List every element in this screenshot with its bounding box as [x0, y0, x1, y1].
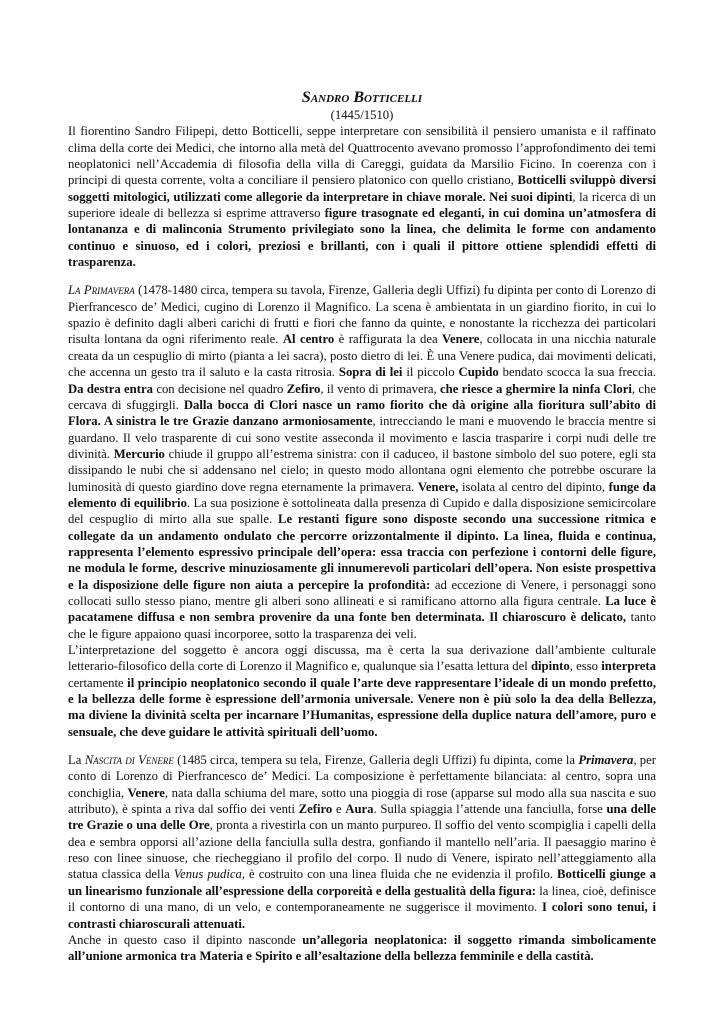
bold-run: che riesce a ghermire la ninfa Clori [440, 381, 632, 396]
document-page [68, 88, 656, 965]
bold-run: un’allegoria neoplatonica: il soggetto rimanda simbolicamente all’unione armonica tra Materia e Spirito e all’esaltazione della bellezza femminile e della castità. [68, 932, 656, 964]
text-run: , esso [569, 659, 602, 674]
bold-run: dipinto [530, 659, 570, 674]
bold-run: funge da elemento di equilibrio [68, 479, 656, 510]
text-run: , il vento di primavera, [320, 381, 440, 396]
bold-run: I colori sono tenui, i contrasti chiaroscurali attenuati. [68, 900, 657, 931]
text-run: , collocata in una nicchia naturale creata da un cespuglio di mirto (pianta a lei sacra), posto dietro di lei. È una Venere pudica, dai movimenti delicati, che accenna un gesto tra il saluto e la casta ritrosia. [68, 332, 657, 380]
bold-run: Al centro [282, 332, 335, 347]
bold-run: Le restanti figure sono disposte secondo una successione ritmica e collegate da un andamento ondulato che percorre orizzontalmente il dipinto. La linea, fluida e continua, rappresenta l’elemento espressivo principale dell’opera: essa traccia con perfezione i contorni delle figure, ne modula le forme, descrive minuziosamente gli innumerevoli particolari dell’opera. Non esiste prospettiva e la disposizione delle figure non aiuta a percepire la profondità: [68, 512, 656, 592]
text-run: , intrecciando le mani e muovendo le braccia mentre si guardano. Il velo trasparente di cui sono vestite asseconda il movimento e lascia trasparire i corpi nudi delle tre divinità. [68, 414, 656, 461]
bold-run: Venere [127, 785, 165, 800]
text-run: (1478-1480 circa, tempera su tavola, Firenze, Galleria degli Uffizi) fu dipinta per conto di Lorenzo di Pierfrancesco de’ Medici, cugino di Lorenzo il Magnifico. La scena è ambientata in un giardino fiorito, in cui lo spazio è definito dagli alberi carichi di frutti e fiori che fanno da quinte, e nonostante la ricchezza dei particolari risulta lontana da ogni riferimento reale. [68, 283, 656, 347]
text-run: chiude il gruppo all’estrema sinistra: con il caduceo, il bastone simbolo del suo potere, egli sta dissipando le nubi che si addensano nel cielo; in questo modo allontana ogni elemento che potrebbe oscurare la luminosità di questo giardino dove regna eternamente la primavera. [68, 446, 656, 494]
bold-run: una delle tre Grazie o una delle Ore [68, 802, 657, 833]
bold-run: Botticelli giunge a un linearismo funzionale all’espressione della corporeità e della gestualità della figura: [68, 867, 656, 898]
text-run: . La sua posizione è sottolineata dalla presenza di Cupido e dalla disposizione semicircolare del cespuglio di mirto alla sue spalle. [68, 495, 656, 527]
bold-run: figure trasognate ed eleganti, in cui domina un’atmosfera di lontananza e di malinconia Strumento privilegiato sono la linea, che delimita le forme con andamento continuo e sinuoso, ed i colori, preziosi e brillanti, con i quali il pittore ottiene splendidi effetti di trasparenza. [68, 206, 656, 270]
paragraph-gap [68, 270, 656, 282]
artist-dates: (1445/1510) [330, 108, 394, 122]
text-run: L’interpretazione del soggetto è ancora oggi discussa, ma è certa la sua derivazione dall’ambiente culturale letterario-filosofico della corte di Lorenzo il Magnifico e, qualunque sia l’esatta lettura del [68, 643, 656, 674]
paragraph-gap [68, 740, 656, 752]
bold-run: Botticelli sviluppò diversi soggetti mitologici, utilizzati come allegorie da interpretare in chiave morale. Nei suoi dipinti [68, 173, 656, 204]
artwork-title: Nascita di Venere [84, 753, 174, 768]
conclusion-paragraph [68, 932, 656, 965]
text-run: bendato scocca la sua freccia. [498, 365, 656, 380]
text-run: il piccolo [402, 365, 459, 380]
text-run: , per conto di Lorenzo di Pierfrancesco de’ Medici. La composizione è perfettamente bilanciata: al centro, sopra una conchiglia, [68, 753, 656, 800]
text-run: , la ricerca di un superiore ideale di bellezza si esprime attraverso [68, 189, 656, 221]
bold-run: Zefiro [286, 381, 321, 396]
artwork-title: La Primavera [68, 283, 135, 298]
text-run: è raffigurata la dea [334, 332, 442, 347]
bold-run: Mercurio [113, 446, 165, 461]
text-run: , che cercava di sfuggirgli. [68, 381, 656, 412]
interpretation-paragraph [68, 642, 656, 740]
bold-run: interpreta [601, 659, 656, 674]
bold-run: Venere, [417, 479, 459, 494]
nascita-paragraph [68, 752, 656, 932]
intro-paragraph [68, 123, 656, 270]
text-run: , pronta a rivestirla con un manto purpureo. Il soffio del vento scompiglia i capelli della dea e sembra opporsi all’azione della fanciulla sulla destra, gonfiando il mantello nell’aria. Il paesaggio marino è reso con linee sinuose, che riecheggiano il profilo del corpo. Il nudo di Venere, ispirato nell’atteggiamento alla statua classica della [68, 818, 656, 882]
text-run: (1485 circa, tempera su tela, Firenze, Galleria degli Uffizi) fu dipinta, come la [173, 753, 579, 768]
bold-run: Cupido [458, 365, 499, 380]
text-run: , è costruito con una linea fluida che ne evidenzia il profilo. [241, 867, 558, 882]
text-run: certamente [68, 675, 128, 690]
bold-run: Zefiro [298, 802, 333, 817]
text-run: con decisione nel quadro [152, 381, 287, 396]
text-run: , nata dalla schiuma del mare, sotto una pioggia di rose (apparse sul modo alla sua nascita e suo attributo), è spinta a riva dal soffio dei venti [68, 785, 656, 817]
italic-run: Venus pudica [173, 867, 242, 882]
bold-run: il principio neoplatonico secondo il quale l’arte deve rappresentare l’ideale di un mondo prefetto, e la bellezza delle forme è espressione dell’armonia universale. Venere non è più solo la dea della Bellezza, ma diviene la divinità scelta per incarnare l’Humanitas, espressione della duplice natura dell’amore, puro e sensuale, che deve guidare le attività spirituali dell’uomo. [68, 675, 657, 739]
bold-run: La luce è pacatamene diffusa e non sembra provenire da una fonte ben determinata. Il chiaroscuro è delicato, [68, 593, 656, 625]
bold-run: Dalla bocca di Clori nasce un ramo fiorito che dà origine alla fioritura sull’abito di Flora. A sinistra le tre Grazie danzano armoniosamente [68, 397, 657, 429]
text-run: la linea, cioè, definisce il contorno di una mano, di un velo, e contemporaneamente ne suggerisce il movimento. [68, 883, 656, 915]
page-title: Sandro Botticelli [301, 89, 423, 106]
text-run: Il fiorentino Sandro Filipepi, detto Botticelli, seppe interpretare con sensibilità il pensiero umanista e il raffinato clima della corte dei Medici, che intorno alla metà del Quattrocento avevano promosso l’approfondimento dei temi neoplatonici nell’Accademia di filosofia della villa di Careggi, guidata da Marsilio Ficino. In coerenza con i principi di questa corrente, volta a conciliare il pensiero platonico con quello cristiano, [68, 124, 656, 188]
text-run: tanto che le figure appaiono quasi incorporee, sotto la trasparenza dei veli. [68, 610, 657, 641]
text-run: isolata al centro del dipinto, [458, 479, 609, 494]
text-run: Anche in questo caso il dipinto nasconde [68, 932, 303, 947]
bold-run: Da destra entra [68, 381, 153, 396]
text-run: . Sulla spiaggia l’attende una fanciulla, forse [373, 802, 607, 817]
artwork-reference: Primavera [578, 753, 634, 768]
text-run: e [332, 802, 346, 817]
bold-run: Venere [442, 332, 480, 347]
primavera-paragraph [68, 282, 656, 642]
bold-run: Sopra di lei [338, 365, 403, 380]
text-run: La [68, 753, 85, 768]
bold-run: Aura [345, 802, 374, 817]
text-run: ad eccezione di Venere, i personaggi sono collocati sullo stesso piano, mentre gli alberi sono allineati e si ramificano attorno alla figura centrale. [68, 577, 656, 608]
